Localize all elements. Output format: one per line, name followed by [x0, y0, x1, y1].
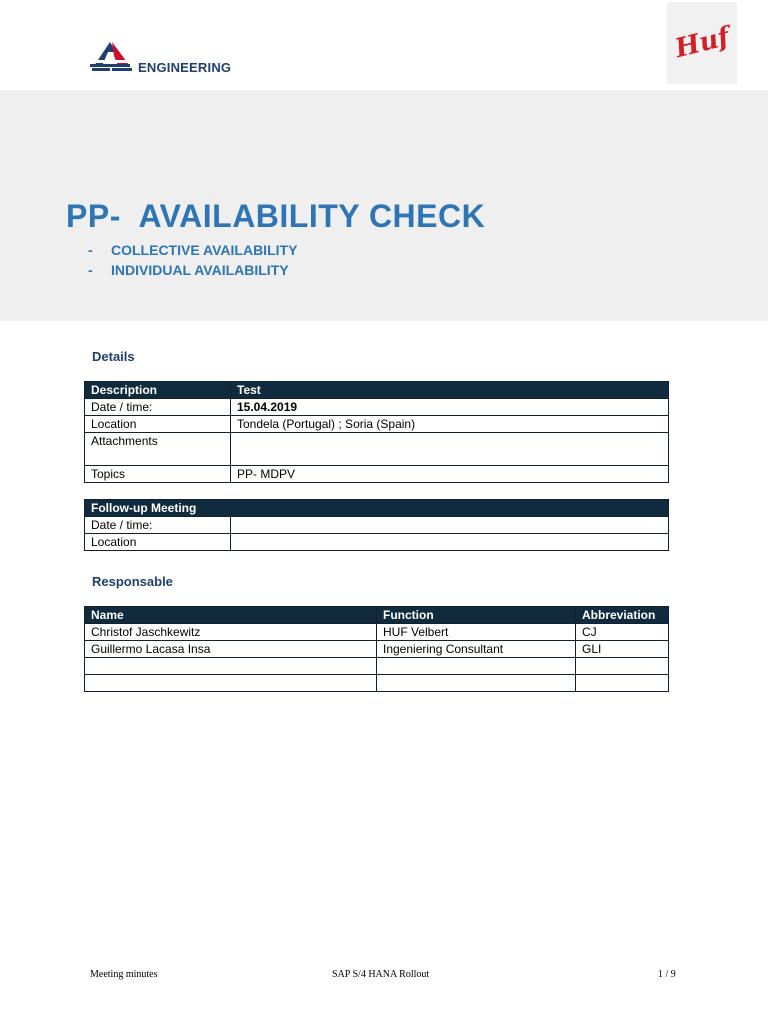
person-function: HUF Velbert — [377, 624, 576, 641]
person-name: Guillermo Lacasa Insa — [85, 641, 377, 658]
person-abbreviation: GLI — [576, 641, 669, 658]
details-heading: Details — [92, 349, 135, 364]
topics-value: PP- MDPV — [231, 466, 669, 483]
table-row — [85, 517, 669, 534]
responsable-table — [84, 606, 669, 692]
attachments-value — [231, 433, 669, 466]
table-row — [85, 624, 669, 641]
table-header-row — [85, 607, 669, 624]
subtopic-list — [88, 240, 297, 280]
engineering-logo-text: ENGINEERING — [138, 59, 232, 75]
huf-logo-text: Huf — [672, 21, 733, 65]
subtopic-label: INDIVIDUAL AVAILABILITY — [111, 262, 289, 278]
responsable-heading: Responsable — [92, 574, 173, 589]
row-label: Location — [85, 534, 231, 551]
person-abbreviation: CJ — [576, 624, 669, 641]
person-name — [85, 658, 377, 675]
person-name — [85, 675, 377, 692]
subtopic-item — [88, 260, 297, 280]
column-header: Description — [85, 382, 231, 399]
table-row — [85, 399, 669, 416]
footer-project: SAP S/4 HANA Rollout — [332, 969, 430, 980]
details-table — [84, 381, 669, 483]
table-row — [85, 641, 669, 658]
list-dash: - — [88, 262, 93, 278]
person-abbreviation — [576, 658, 669, 675]
row-label: Date / time: — [85, 399, 231, 416]
row-label: Date / time: — [85, 517, 231, 534]
document-title: PP- AVAILABILITY CHECK — [66, 198, 486, 234]
location-value: Tondela (Portugal) ; Soria (Spain) — [231, 416, 669, 433]
page-header — [0, 0, 768, 90]
person-function: Ingeniering Consultant — [377, 641, 576, 658]
date-value: 15.04.2019 — [231, 399, 669, 416]
list-dash: - — [88, 242, 93, 258]
person-name: Christof Jaschkewitz — [85, 624, 377, 641]
column-header: Name — [85, 607, 377, 624]
row-label: Attachments — [85, 433, 231, 466]
title-banner — [0, 90, 768, 321]
table-header-row — [85, 382, 669, 399]
followup-table — [84, 499, 669, 551]
table-row — [85, 675, 669, 692]
footer-document-type: Meeting minutes — [90, 969, 158, 980]
engineering-logo-icon — [90, 40, 134, 76]
table-row — [85, 534, 669, 551]
followup-header: Follow-up Meeting — [85, 500, 669, 517]
column-header: Test — [231, 382, 669, 399]
subtopic-item — [88, 240, 297, 260]
person-function — [377, 658, 576, 675]
column-header: Abbreviation — [576, 607, 669, 624]
followup-date-value — [231, 517, 669, 534]
person-abbreviation — [576, 675, 669, 692]
table-row — [85, 466, 669, 483]
followup-location-value — [231, 534, 669, 551]
row-label: Location — [85, 416, 231, 433]
row-label: Topics — [85, 466, 231, 483]
column-header: Function — [377, 607, 576, 624]
person-function — [377, 675, 576, 692]
table-row — [85, 658, 669, 675]
huf-logo — [667, 2, 737, 84]
footer-page-number: 1 / 9 — [658, 969, 676, 980]
engineering-logo — [90, 40, 231, 76]
subtopic-label: COLLECTIVE AVAILABILITY — [111, 242, 298, 258]
table-header-row — [85, 500, 669, 517]
table-row — [85, 433, 669, 466]
table-row — [85, 416, 669, 433]
